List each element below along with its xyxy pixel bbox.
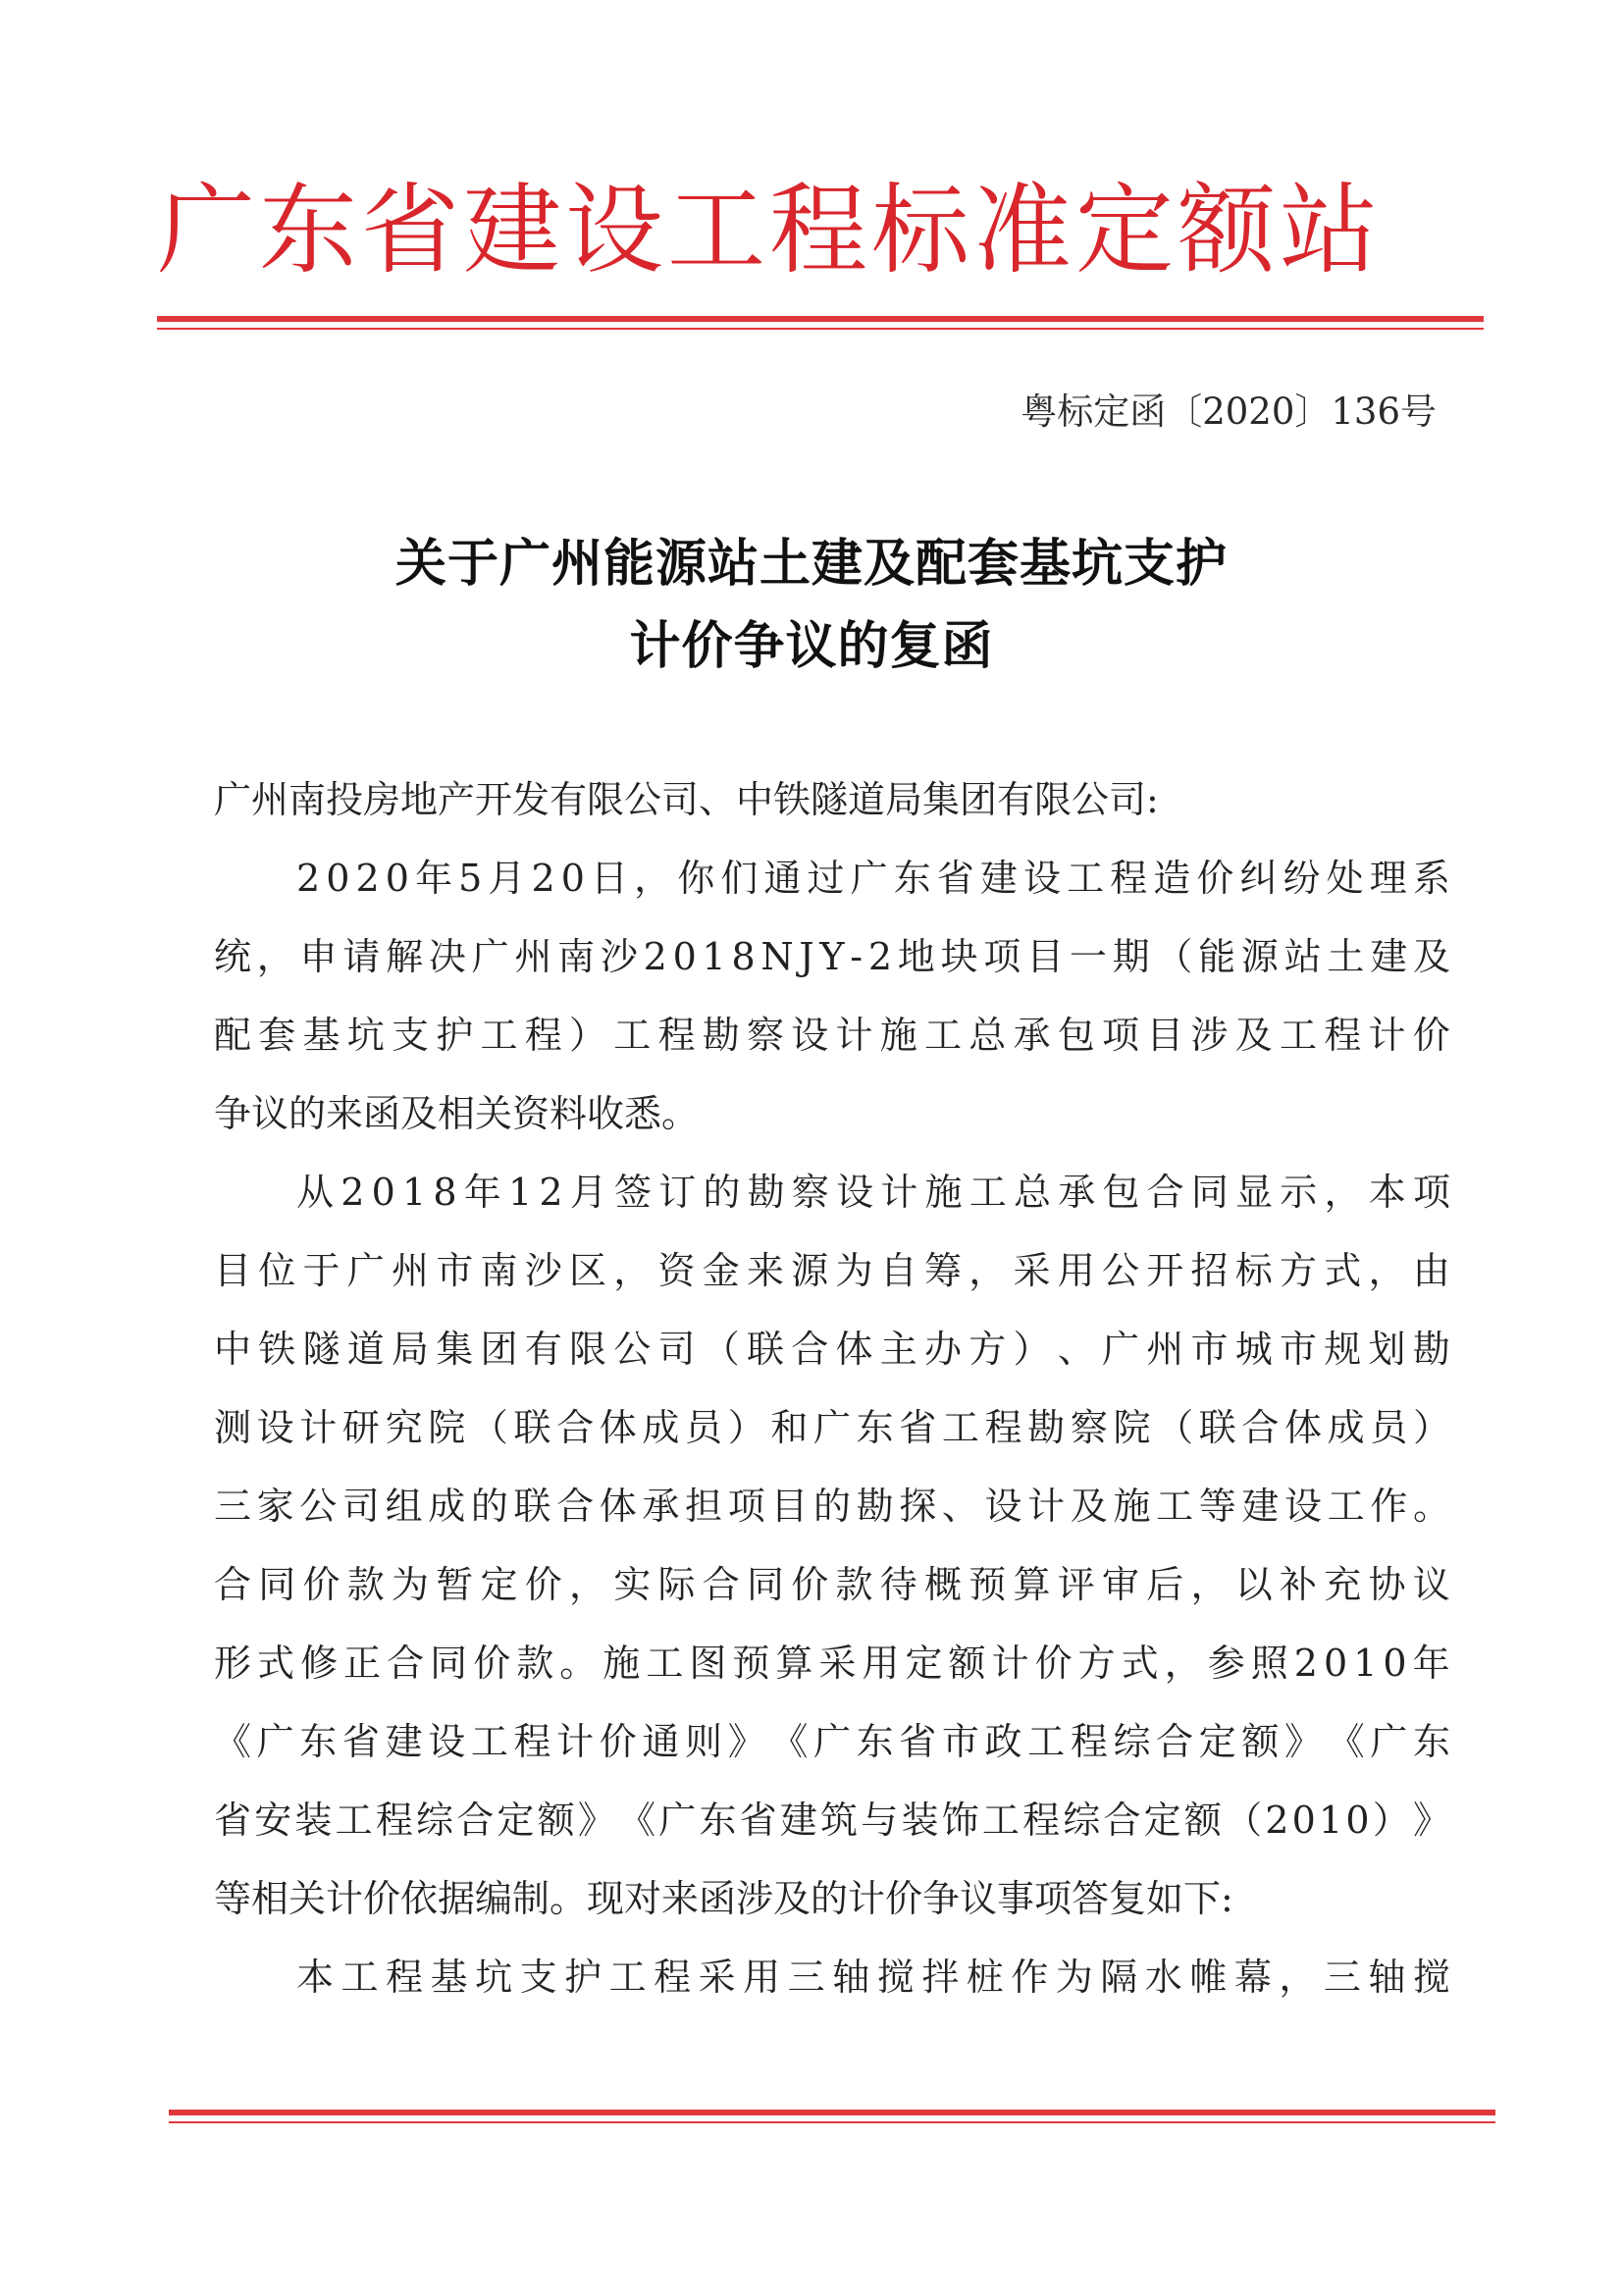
body-line: 合 同 价 款 为 暂 定 价 ， 实 际 合 同 价 款 待 概 预 算 评 审 后 ， 以 补 充 协 议: [214, 1563, 1450, 1606]
footer-rule-thin: [169, 2121, 1495, 2123]
body-line: 2 0 2 0 年 5 月 2 0 日 ， 你 们 通 过 广 东 省 建 设 工 程 造 价 纠 纷 处 理 系: [296, 857, 1450, 900]
document-title-line-2: 计价争议的复函: [629, 616, 994, 676]
body-line: 三 家 公 司 组 成 的 联 合 体 承 担 项 目 的 勘 探 、 设 计 及 施 工 等 建 设 工 作 。: [214, 1485, 1450, 1528]
body-line: 中 铁 隧 道 局 集 团 有 限 公 司 （ 联 合 体 主 办 方 ） 、 广 州 市 城 市 规 划 勘: [214, 1328, 1450, 1371]
footer-rule-thick: [169, 2110, 1495, 2115]
body-line: 本 工 程 基 坑 支 护 工 程 采 用 三 轴 搅 拌 桩 作 为 隔 水 帷 幕 ， 三 轴 搅: [296, 1956, 1450, 1999]
document-number: 粤标定函〔2020〕136号: [1021, 391, 1437, 433]
body-line: 从 2 0 1 8 年 1 2 月 签 订 的 勘 察 设 计 施 工 总 承 包 合 同 显 示 ， 本 项: [296, 1171, 1450, 1214]
salutation: 广州南投房地产开发有限公司、中铁隧道局集团有限公司:: [214, 778, 1159, 821]
body-line: 争议的来函及相关资料收悉。: [214, 1092, 700, 1135]
document-title-line-1: 关于广州能源站土建及配套基坑支护: [394, 534, 1228, 594]
letterhead-rule-thick: [157, 316, 1484, 322]
body-line: 目 位 于 广 州 市 南 沙 区 ， 资 金 来 源 为 自 筹 ， 采 用 公 开 招 标 方 式 ， 由: [214, 1249, 1450, 1292]
body-line: 测 设 计 研 究 院 （ 联 合 体 成 员 ） 和 广 东 省 工 程 勘 察 院 （ 联 合 体 成 员 ）: [214, 1406, 1450, 1449]
body-line: 统 ， 申 请 解 决 广 州 南 沙 2 0 1 8 N J Y - 2 地 块 项 目 一 期 （ 能 源 站 土 建 及: [214, 935, 1450, 978]
body-line: 形 式 修 正 合 同 价 款 。 施 工 图 预 算 采 用 定 额 计 价 方 式 ， 参 照 2 0 1 0 年: [214, 1642, 1450, 1685]
body-line: 配 套 基 坑 支 护 工 程 ） 工 程 勘 察 设 计 施 工 总 承 包 项 目 涉 及 工 程 计 价: [214, 1014, 1450, 1057]
letterhead-title: 广东省建设工程标准定额站: [157, 173, 1382, 287]
body-line: 省 安 装 工 程 综 合 定 额 》 《 广 东 省 建 筑 与 装 饰 工 程 综 合 定 额 （ 2 0 1 0 ） 》: [214, 1799, 1450, 1842]
letterhead-rule-thin: [157, 328, 1484, 330]
body-line: 等相关计价依据编制。现对来函涉及的计价争议事项答复如下:: [214, 1877, 1233, 1920]
body-line: 《 广 东 省 建 设 工 程 计 价 通 则 》 《 广 东 省 市 政 工 程 综 合 定 额 》 《 广 东: [214, 1720, 1450, 1763]
